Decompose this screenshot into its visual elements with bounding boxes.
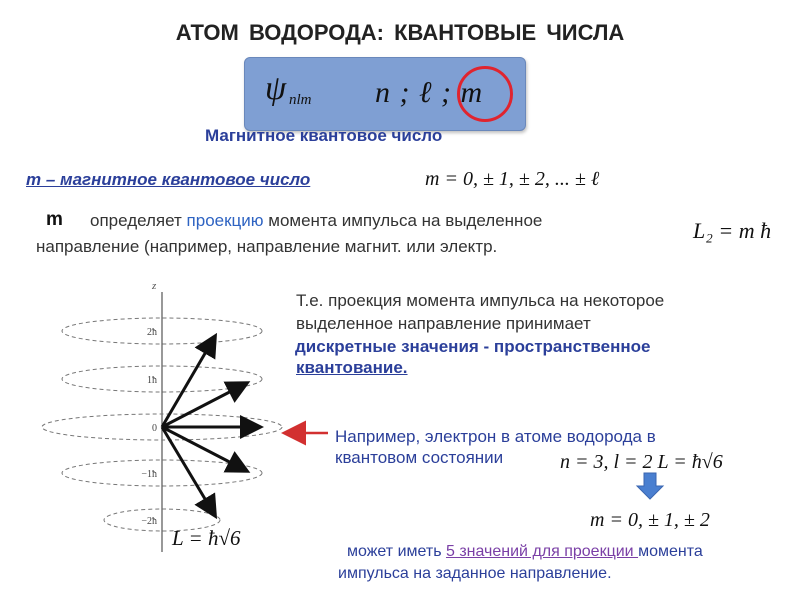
conclusion-after: момента bbox=[638, 543, 703, 560]
explanation-line-4: квантование. bbox=[296, 358, 408, 377]
level-label: 0 bbox=[152, 423, 157, 434]
page-title: АТОМ ВОДОРОДА: КВАНТОВЫЕ ЧИСЛА bbox=[175, 20, 625, 45]
level-label: −2ħ bbox=[141, 516, 157, 527]
m-definition-label: m – магнитное квантовое число bbox=[26, 170, 311, 189]
level-label: −1ħ bbox=[141, 469, 157, 480]
quantum-numbers: n ; ℓ ; m bbox=[375, 76, 484, 109]
projection-line-2: направление (например, направление магнит. или электр. bbox=[36, 237, 498, 256]
conclusion-before: может иметь bbox=[347, 543, 446, 560]
projection-line-1-after: момента импульса на выделенное bbox=[263, 211, 543, 230]
z-axis-label: z bbox=[152, 280, 157, 292]
conclusion-line-2: импульса на заданное направление. bbox=[338, 565, 612, 582]
m-letter: m bbox=[46, 209, 63, 230]
level-label: 2ħ bbox=[147, 327, 157, 338]
projection-line-1 bbox=[90, 211, 542, 231]
vector-model-diagram bbox=[0, 270, 800, 600]
highlight-circle bbox=[457, 66, 513, 122]
subtitle: Магнитное квантовое число bbox=[205, 126, 443, 145]
explanation-line-3: дискретные значения - пространственное bbox=[295, 337, 651, 356]
example-line-1: Например, электрон в атоме водорода в bbox=[335, 427, 656, 446]
conclusion-underlined: 5 значений для проекции bbox=[445, 543, 639, 560]
wavefunction-box bbox=[244, 57, 526, 131]
psi-subscript: nlm bbox=[289, 92, 312, 108]
explanation-line-1: Т.е. проекция момента импульса на некоторое bbox=[296, 291, 665, 310]
projection-line-1-before: определяет bbox=[90, 211, 187, 230]
explanation-line-2: выделенное направление принимает bbox=[296, 314, 591, 333]
m-values-example: m = 0, ± 1, ± 2 bbox=[590, 509, 710, 531]
lz-formula: L₂ = m ħ bbox=[693, 218, 772, 243]
state-formula: n = 3, l = 2 L = ħ√6 bbox=[560, 451, 723, 473]
level-label: 1ħ bbox=[147, 375, 157, 386]
psi-symbol: ψ bbox=[265, 70, 287, 107]
m-values-formula: m = 0, ± 1, ± 2, ... ± ℓ bbox=[425, 168, 600, 190]
projection-word: проекцию bbox=[186, 211, 264, 230]
down-arrow-icon bbox=[637, 473, 663, 499]
angular-momentum-vectors bbox=[162, 338, 258, 514]
vector-length-formula: L = ħ√6 bbox=[172, 526, 241, 550]
example-line-2: квантовом состоянии bbox=[335, 448, 504, 467]
